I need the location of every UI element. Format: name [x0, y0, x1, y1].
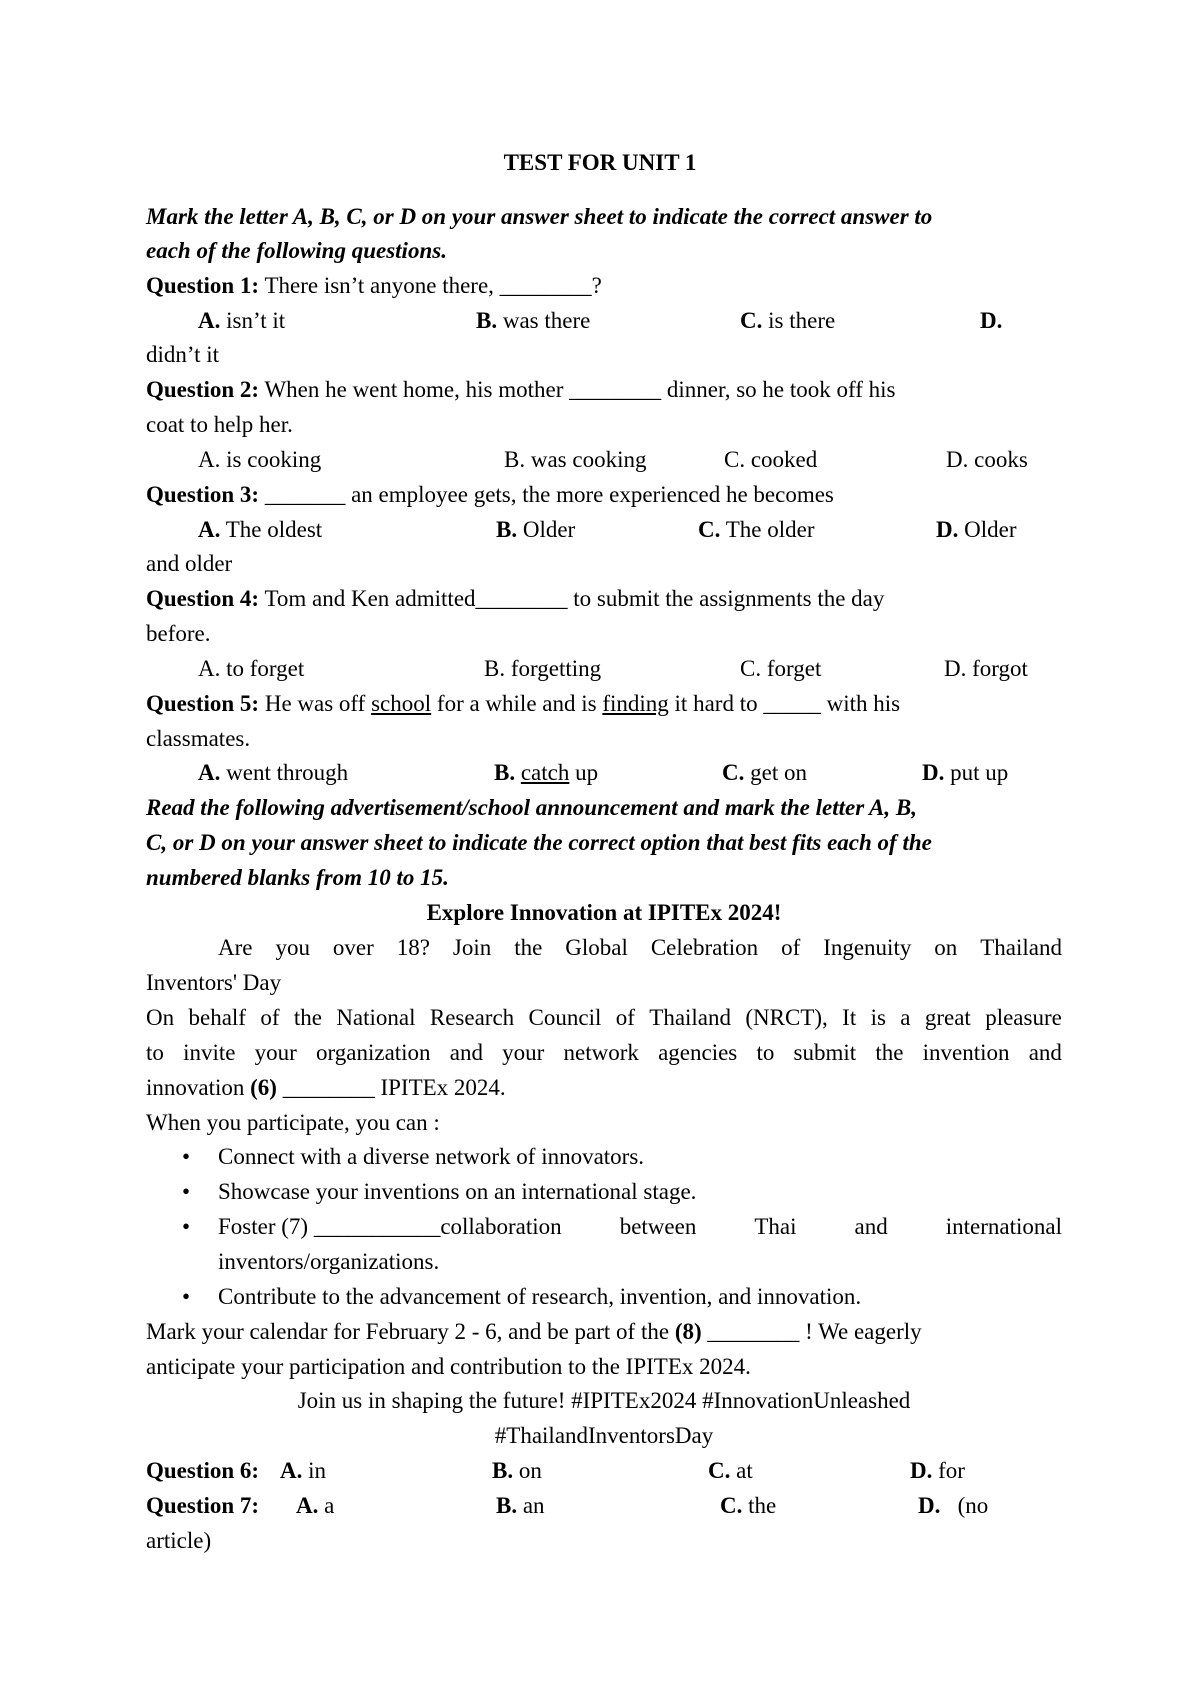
passage-paragraph-3: When you participate, you can :	[146, 1110, 440, 1135]
bullet-item-3-line1	[218, 1210, 1062, 1244]
option-text: is there	[768, 308, 836, 333]
question-6-option-a[interactable]	[280, 1454, 326, 1488]
passage-word: Thailand	[649, 1005, 732, 1030]
passage-paragraph-4-line1	[146, 1315, 922, 1349]
option-letter: A.	[280, 1458, 303, 1483]
option-letter: A.	[198, 760, 221, 785]
passage-word: the	[293, 1005, 322, 1030]
passage-word: Join	[452, 935, 492, 960]
option-letter: B.	[496, 1493, 518, 1518]
passage-word: National	[336, 1005, 416, 1030]
question-4-option-d[interactable]: D. forgot	[944, 656, 1028, 681]
option-text: the	[748, 1493, 777, 1518]
bullet-word: and	[854, 1214, 888, 1239]
passage-word: is	[870, 1005, 886, 1030]
passage-word: to	[146, 1040, 164, 1065]
question-7-option-a[interactable]	[296, 1489, 334, 1523]
question-1-option-d-text: didn’t it	[146, 342, 220, 367]
passage-paragraph-2-line1	[146, 1001, 1062, 1035]
option-text: for	[938, 1458, 965, 1483]
option-text: up	[569, 760, 599, 785]
option-letter: B.	[496, 517, 518, 542]
question-4-option-b[interactable]: B. forgetting	[484, 656, 602, 681]
passage-word: and	[449, 1040, 483, 1065]
question-3-option-d[interactable]	[936, 513, 1017, 547]
option-text: on	[518, 1458, 542, 1483]
blank-number-8: (8)	[674, 1319, 702, 1344]
question-4-label: Question 4:	[146, 586, 260, 611]
passage-word: your	[502, 1040, 545, 1065]
option-letter: D.	[922, 760, 945, 785]
passage-text: ________ IPITEx 2024.	[276, 1075, 506, 1100]
question-7-option-d[interactable]	[918, 1489, 988, 1523]
bullet-word: Thai	[754, 1214, 797, 1239]
bullet-word: between	[619, 1214, 697, 1239]
bullet-word: international	[945, 1214, 1062, 1239]
question-7-option-d-wrap: article)	[146, 1528, 212, 1553]
passage-word: of	[615, 1005, 635, 1030]
passage-word: Thailand	[980, 935, 1062, 960]
question-2-option-c[interactable]: C. cooked	[724, 447, 818, 472]
option-text: a	[324, 1493, 335, 1518]
option-text-underlined: catch	[520, 760, 570, 785]
passage-word: over	[332, 935, 374, 960]
section2-instruction-line3: numbered blanks from 10 to 15.	[146, 865, 449, 890]
passage-paragraph-2-line2	[146, 1036, 1062, 1070]
question-4-stem-line2: before.	[146, 621, 211, 646]
passage-word: you	[275, 935, 310, 960]
option-letter: C.	[708, 1458, 731, 1483]
passage-word: of	[260, 1005, 280, 1030]
bullet-marker	[182, 1140, 190, 1174]
option-letter: D.	[918, 1493, 941, 1518]
option-letter: B.	[492, 1458, 514, 1483]
question-6-label: Question 6:	[146, 1458, 260, 1483]
passage-word: a	[900, 1005, 911, 1030]
question-5-option-b[interactable]	[494, 756, 598, 790]
bullet-marker	[182, 1210, 190, 1244]
question-3	[146, 478, 834, 512]
question-5-option-c[interactable]	[722, 756, 807, 790]
page-title: TEST FOR UNIT 1	[503, 150, 697, 175]
question-1-option-a[interactable]	[198, 304, 285, 338]
passage-word: 18?	[396, 935, 430, 960]
question-7-option-b[interactable]	[496, 1489, 545, 1523]
section1-instruction-line1: Mark the letter A, B, C, or D on your answer sheet to indicate the correct answer to	[146, 204, 933, 229]
passage-word: behalf	[188, 1005, 246, 1030]
question-2-option-b[interactable]: B. was cooking	[504, 447, 647, 472]
question-5	[146, 687, 900, 721]
passage-word: to	[756, 1040, 775, 1065]
passage-word: Ingenuity	[823, 935, 912, 960]
question-5-stem-line2: classmates.	[146, 726, 251, 751]
question-4	[146, 582, 884, 616]
question-1-option-d[interactable]	[980, 304, 1002, 338]
question-5-stem-finding: finding	[602, 691, 669, 716]
passage-paragraph-5-line2: #ThailandInventorsDay	[494, 1423, 714, 1448]
option-letter: C.	[722, 760, 745, 785]
question-1-stem: There isn’t anyone there, ________?	[264, 273, 602, 298]
bullet-word: Foster (7) ___________collaboration	[218, 1214, 562, 1239]
question-4-options	[146, 652, 1062, 686]
question-3-options	[146, 513, 1062, 547]
question-6-option-d[interactable]	[910, 1454, 965, 1488]
bullet-item-4: Contribute to the advancement of research, invention, and innovation.	[218, 1284, 862, 1309]
option-letter: D.	[980, 308, 1003, 333]
option-letter: A.	[198, 308, 221, 333]
bullet-item-3-line2: inventors/organizations.	[218, 1249, 440, 1274]
passage-word: submit	[793, 1040, 857, 1065]
passage-word: Council	[528, 1005, 602, 1030]
question-5-stem-pre: He was off	[264, 691, 372, 716]
passage-heading: Explore Innovation at IPITEx 2024!	[426, 900, 782, 925]
passage-word: On	[146, 1005, 175, 1030]
question-5-label: Question 5:	[146, 691, 260, 716]
blank-number-6: (6)	[250, 1075, 277, 1100]
passage-text: innovation	[146, 1075, 251, 1100]
question-3-option-c[interactable]	[698, 513, 814, 547]
passage-word: and	[1028, 1040, 1062, 1065]
passage-word: Are	[218, 935, 253, 960]
question-1-option-b[interactable]	[476, 304, 590, 338]
option-letter: D.	[910, 1458, 933, 1483]
passage-paragraph-1-line1	[218, 931, 1062, 965]
option-text: get on	[750, 760, 807, 785]
option-text: went through	[226, 760, 349, 785]
question-3-option-d-wrap: and older	[146, 551, 233, 576]
bullet-item-2: Showcase your inventions on an international stage.	[218, 1179, 697, 1204]
option-letter: D.	[936, 517, 959, 542]
question-3-label: Question 3:	[146, 482, 260, 507]
option-text: Older	[522, 517, 576, 542]
passage-word: on	[934, 935, 958, 960]
passage-word: of	[781, 935, 801, 960]
question-5-stem-post: it hard to _____ with his	[668, 691, 901, 716]
bullet-marker	[182, 1175, 190, 1209]
bullet-item-1: Connect with a diverse network of innovators.	[218, 1144, 645, 1169]
question-4-option-c[interactable]: C. forget	[740, 656, 822, 681]
passage-paragraph-4-line2: anticipate your participation and contribution to the IPITEx 2024.	[146, 1354, 751, 1379]
question-6	[146, 1454, 1062, 1488]
question-7-option-c[interactable]	[720, 1489, 776, 1523]
option-letter: B.	[476, 308, 498, 333]
passage-word: Global	[565, 935, 628, 960]
passage-word: organization	[316, 1040, 431, 1065]
passage-paragraph-5-line1: Join us in shaping the future! #IPITEx2024 #InnovationUnleashed	[297, 1388, 911, 1413]
option-letter: B.	[494, 760, 516, 785]
question-4-stem: Tom and Ken admitted________ to submit the assignments the day	[264, 586, 885, 611]
question-2-stem: When he went home, his mother ________ dinner, so he took off his	[264, 377, 896, 402]
passage-word: the	[514, 935, 543, 960]
option-text: in	[308, 1458, 327, 1483]
question-6-option-b[interactable]	[492, 1454, 542, 1488]
option-letter: A.	[296, 1493, 319, 1518]
question-1-options	[146, 304, 1062, 338]
option-letter: C.	[740, 308, 763, 333]
passage-word: your	[254, 1040, 297, 1065]
question-2-option-a[interactable]: A. is cooking	[198, 447, 322, 472]
passage-word: invention	[922, 1040, 1010, 1065]
question-5-options	[146, 756, 1062, 790]
option-text: (no	[957, 1493, 989, 1518]
question-7	[146, 1489, 1062, 1523]
question-4-option-a[interactable]: A. to forget	[198, 656, 305, 681]
option-text: isn’t it	[226, 308, 286, 333]
question-3-option-b[interactable]	[496, 513, 575, 547]
section2-instruction-line2: C, or D on your answer sheet to indicate the correct option that best fits each of the	[146, 830, 932, 855]
question-2-options	[146, 443, 1062, 477]
option-text: Older	[964, 517, 1017, 542]
question-5-stem-mid: for a while and is	[431, 691, 603, 716]
passage-word: invite	[183, 1040, 236, 1065]
passage-word: Celebration	[650, 935, 759, 960]
question-2-option-d[interactable]: D. cooks	[946, 447, 1028, 472]
question-5-option-a[interactable]	[198, 756, 348, 790]
option-text: was there	[502, 308, 591, 333]
passage-word: great	[924, 1005, 971, 1030]
question-6-option-c[interactable]	[708, 1454, 753, 1488]
question-2-label: Question 2:	[146, 377, 260, 402]
passage-paragraph-1-line2: Inventors' Day	[146, 970, 282, 995]
passage-paragraph-2-line3	[146, 1071, 506, 1105]
passage-word: agencies	[658, 1040, 738, 1065]
question-5-option-d[interactable]	[922, 756, 1008, 790]
passage-word: (NRCT),	[745, 1005, 828, 1030]
question-2	[146, 373, 896, 407]
option-letter: C.	[698, 517, 721, 542]
option-text: put up	[950, 760, 1009, 785]
option-letter: A.	[198, 517, 221, 542]
option-letter: C.	[720, 1493, 743, 1518]
question-2-stem-line2: coat to help her.	[146, 412, 293, 437]
option-text: at	[736, 1458, 753, 1483]
passage-word: pleasure	[985, 1005, 1062, 1030]
passage-word: It	[842, 1005, 857, 1030]
question-5-stem-school: school	[371, 691, 432, 716]
passage-word: the	[875, 1040, 904, 1065]
bullet-marker	[182, 1280, 190, 1314]
option-text: The older	[725, 517, 815, 542]
passage-text: ________ ! We eagerly	[701, 1319, 922, 1344]
passage-text: Mark your calendar for February 2 - 6, and be part of the	[146, 1319, 675, 1344]
question-7-label: Question 7:	[146, 1493, 260, 1518]
section2-instruction-line1: Read the following advertisement/school announcement and mark the letter A, B,	[146, 795, 917, 820]
question-3-option-a[interactable]	[198, 513, 322, 547]
option-text: an	[522, 1493, 545, 1518]
question-1	[146, 269, 602, 303]
question-3-stem: _______ an employee gets, the more experienced he becomes	[264, 482, 834, 507]
option-text: The oldest	[225, 517, 323, 542]
question-1-label: Question 1:	[146, 273, 260, 298]
section1-instruction-line2: each of the following questions.	[146, 238, 447, 263]
passage-word: Research	[429, 1005, 515, 1030]
question-1-option-c[interactable]	[740, 304, 835, 338]
passage-word: network	[563, 1040, 639, 1065]
